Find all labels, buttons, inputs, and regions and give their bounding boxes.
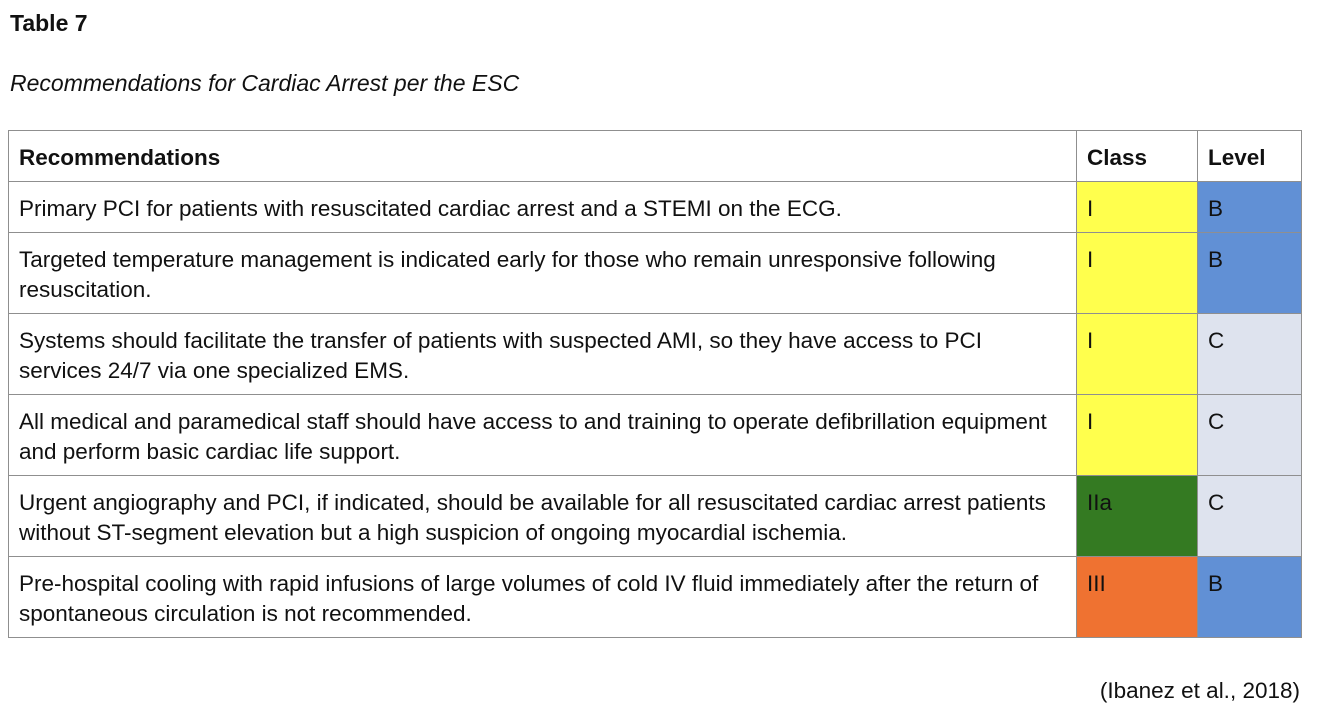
recommendation-cell: Urgent angiography and PCI, if indicated, should be available for all resuscitated cardiac arrest patients without ST-segment elevation but a high suspicion of ongoing myocardial ischemia.	[9, 476, 1077, 557]
citation: (Ibanez et al., 2018)	[1099, 678, 1300, 703]
class-cell: I	[1077, 314, 1198, 395]
class-cell: III	[1077, 557, 1198, 638]
recommendations-table	[8, 130, 1302, 638]
level-cell: B	[1198, 233, 1302, 314]
table-header-row	[9, 131, 1302, 182]
level-cell: B	[1198, 557, 1302, 638]
recommendation-cell: Primary PCI for patients with resuscitated cardiac arrest and a STEMI on the ECG.	[9, 182, 1077, 233]
table-row	[9, 233, 1302, 314]
class-cell: I	[1077, 395, 1198, 476]
header-class: Class	[1077, 131, 1198, 182]
recommendation-cell: Systems should facilitate the transfer of patients with suspected AMI, so they have access to PCI services 24/7 via one specialized EMS.	[9, 314, 1077, 395]
level-cell: C	[1198, 314, 1302, 395]
level-cell: B	[1198, 182, 1302, 233]
recommendation-cell: Targeted temperature management is indicated early for those who remain unresponsive following resuscitation.	[9, 233, 1077, 314]
table-title: Recommendations for Cardiac Arrest per the ESC	[10, 70, 520, 96]
table-row	[9, 476, 1302, 557]
table-number-label: Table 7	[10, 10, 88, 36]
table-row	[9, 557, 1302, 638]
recommendation-cell: All medical and paramedical staff should have access to and training to operate defibrillation equipment and perform basic cardiac life support.	[9, 395, 1077, 476]
class-cell: I	[1077, 182, 1198, 233]
table-row	[9, 314, 1302, 395]
recommendation-cell: Pre-hospital cooling with rapid infusions of large volumes of cold IV fluid immediately after the return of spontaneous circulation is not recommended.	[9, 557, 1077, 638]
class-cell: I	[1077, 233, 1198, 314]
table-row	[9, 395, 1302, 476]
header-recommendations: Recommendations	[9, 131, 1077, 182]
level-cell: C	[1198, 395, 1302, 476]
level-cell: C	[1198, 476, 1302, 557]
header-level: Level	[1198, 131, 1302, 182]
class-cell: IIa	[1077, 476, 1198, 557]
table-row	[9, 182, 1302, 233]
